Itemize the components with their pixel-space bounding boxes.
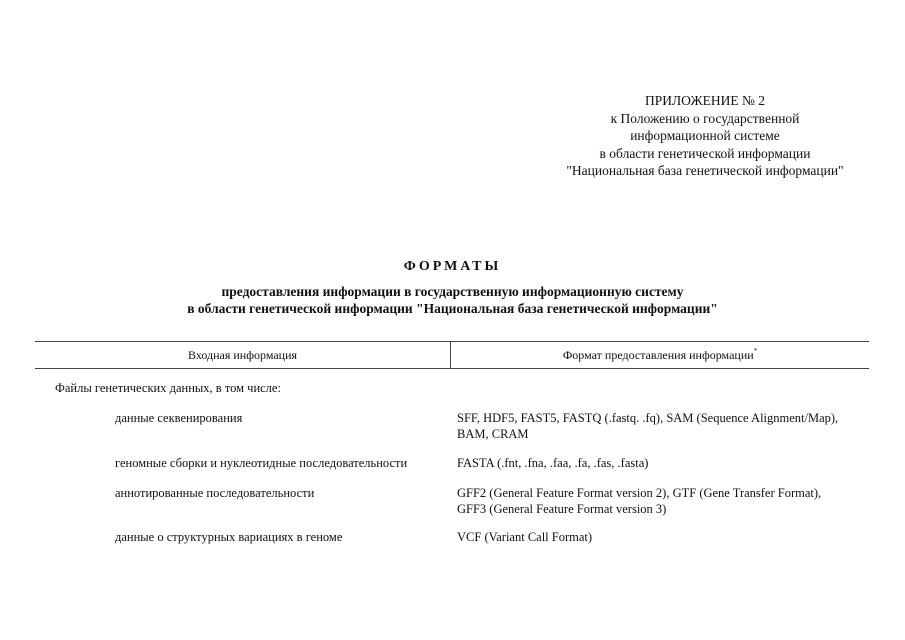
format-line: SFF, HDF5, FAST5, FASTQ (.fastq. .fq), SAM (Sequence Alignment/Map), [457,411,839,425]
format-line: BAM, CRAM [457,426,529,441]
column-header-input [35,342,450,368]
column-header-input-label: Входная информация [187,348,298,362]
subtitle-line: предоставления информации в государственную информационную систему [221,284,684,299]
format-line: GFF2 (General Feature Format version 2), GTF (Gene Transfer Format), [457,486,822,500]
section-label: Файлы генетических данных, в том числе: [55,381,281,395]
document-title: ФОРМАТЫ [403,259,502,274]
appendix-line: к Положению о государственной [610,110,800,126]
footnote-mark: * [753,347,758,355]
document-subtitle [0,283,905,317]
row-name: геномные сборки и нуклеотидные последовательности [115,456,408,470]
format-line: GFF3 (General Feature Format version 3) [457,501,667,516]
subtitle-line: в области генетической информации "Национальная база генетической информации" [187,301,718,316]
row-name: данные секвенирования [115,411,243,425]
format-line: FASTA (.fnt, .fna, .faa, .fa, .fas, .fasta) [457,456,649,470]
appendix-number: ПРИЛОЖЕНИЕ № 2 [644,93,766,108]
column-header-format [451,342,869,368]
format-line: VCF (Variant Call Format) [457,530,593,544]
row-name: данные о структурных вариациях в геноме [115,530,343,544]
row-format [457,456,877,472]
row-name: аннотированные последовательности [115,486,315,500]
column-header-format-label: Формат предоставления информации [562,348,754,362]
row-format [457,486,877,517]
table-header [35,341,869,369]
appendix-line: информационной системе [630,128,780,143]
row-format [457,530,877,546]
appendix-line: в области генетической информации [599,145,811,161]
appendix-heading [520,92,890,180]
appendix-line: "Национальная база генетической информации" [566,163,844,178]
row-format [457,411,877,442]
